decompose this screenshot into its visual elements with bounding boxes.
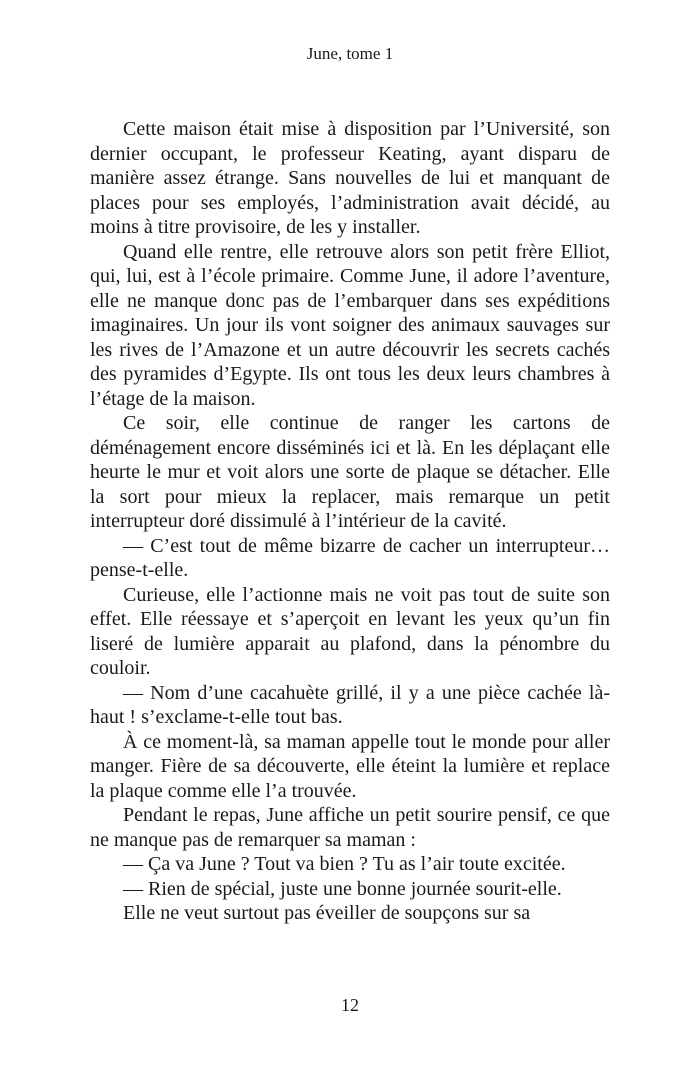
paragraph-continued: Elle ne veut surtout pas éveiller de soupçons sur sa: [123, 902, 531, 924]
dialogue-line: — Rien de spécial, juste une bonne journée sourit-elle.: [123, 877, 562, 900]
paragraph: À ce moment-là, sa maman appelle tout le monde pour aller manger. Fière de sa découverte, elle éteint la lumière et replace la plaque comme elle l’a trouvée.: [90, 730, 610, 802]
dialogue-line: — Nom d’une cacahuète grillé, il y a une pièce cachée là-haut ! s’exclame-t-elle tout bas.: [90, 681, 610, 728]
dialogue-line: — C’est tout de même bizarre de cacher un interrupteur… pense-t-elle.: [90, 534, 610, 581]
paragraph: Ce soir, elle continue de ranger les cartons de déménagement encore disséminés ici et là. En les déplaçant elle heurte le mur et voit alors une sorte de plaque se détacher. Elle la sort pour mieux la replacer, mais remarque un petit interrupteur doré dissimulé à l’intérieur de la cavité.: [90, 412, 610, 532]
body-text: [90, 117, 610, 926]
paragraph: Quand elle rentre, elle retrouve alors son petit frère Elliot, qui, lui, est à l’école primaire. Comme June, il adore l’aventure, elle ne manque donc pas de l’embarquer dans ses expéditions imaginaires. Un jour ils vont soigner des animaux sauvages sur les rives de l’Amazone et un autre découvrir les secrets cachés des pyramides d’Egypte. Ils ont tous les deux leurs chambres à l’étage de la maison.: [90, 240, 610, 410]
paragraph: Pendant le repas, June affiche un petit sourire pensif, ce que ne manque pas de remarquer sa maman :: [90, 804, 610, 851]
running-title: June, tome 1: [306, 44, 394, 63]
dialogue-line: — Ça va June ? Tout va bien ? Tu as l’air toute excitée.: [123, 853, 566, 875]
paragraph: Cette maison était mise à disposition par l’Université, son dernier occupant, le professeur Keating, ayant disparu de manière assez étrange. Sans nouvelles de lui et manquant de places pour ses employés, l’administration avait décidé, au moins à titre provisoire, de les y installer.: [90, 118, 610, 238]
page-number: 12: [341, 995, 359, 1015]
paragraph: Curieuse, elle l’actionne mais ne voit pas tout de suite son effet. Elle réessaye et s’aperçoit en levant les yeux qu’un fin liseré de lumière apparait au plafond, dans la pénombre du couloir.: [90, 583, 610, 679]
